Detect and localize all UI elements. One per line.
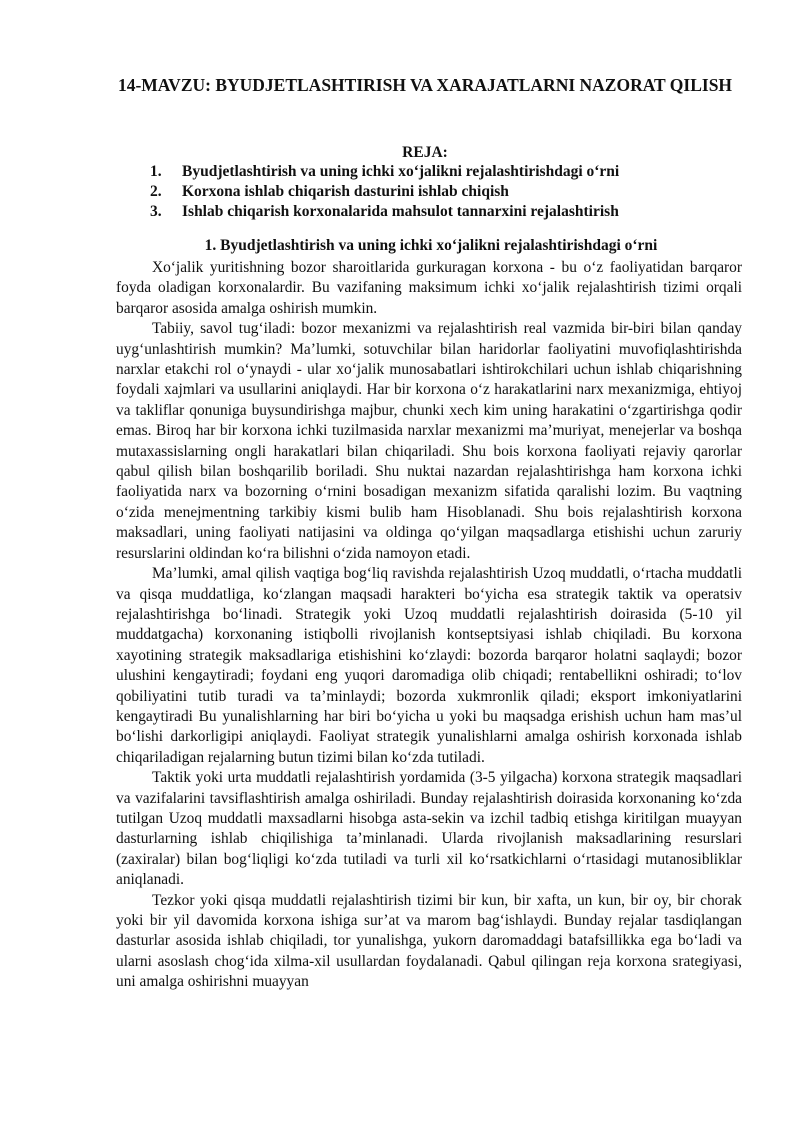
plan-item — [150, 182, 770, 202]
plan-item — [150, 162, 770, 182]
section-heading: 1. Byudjetlashtirish va uning ichki xo‘jalikni rejalashtirishdagi o‘rni — [204, 237, 658, 254]
document-title: 14-MAVZU: BYUDJETLASHTIRISH VA XARAJATLARNI NAZORAT QILISH — [117, 75, 733, 95]
plan-item — [150, 202, 770, 222]
body-text — [116, 258, 742, 993]
paragraph: Tezkor yoki qisqa muddatli rejalashtirish tizimi bir kun, bir xafta, un kun, bir oy, bir chorak yoki bir yil davomida korxona ishiga sur’at va marom bag‘ishlaydi. Bunday rejalar tasdiqlangan dasturlar asosida ishlab chiqiladi, tor yunalishga, yukorn daromaddagi batafsillikka ega bo‘ladi va ularni asoslash chog‘ida xilma-xil usullardan foydalanadi. Qabul qilingan reja korxona srategiyasi, uni amalga oshirishni muayyan — [116, 891, 742, 991]
plan-item-text: Korxona ishlab chiqarish dasturini ishlab chiqish — [182, 183, 509, 200]
plan-heading: REJA: — [402, 144, 448, 161]
paragraph: Taktik yoki urta muddatli rejalashtirish yordamida (3-5 yilgacha) korxona strategik maqsadlari va vazifalarini tavsiflashtirish amalga oshiriladi. Bunday rejalashtirish doirasida korxonaning ko‘zda tutilgan Uzoq muddatli maxsadlarni hisobga asta-sekin va izchil tadbiq etishga kiritilgan muayyan dasturlarning ishlab chiqilishiga ta’minlanadi. Ularda rivojlanish maksadlarining resurslari (zaxiralar) bilan bog‘liqligi ko‘zda tutiladi va turli xil ko‘rsatkichlarni o‘rtasidagi mutanosibliklar aniqlanadi. — [116, 769, 742, 889]
plan-list — [150, 162, 770, 222]
plan-item-number: 3. — [150, 203, 162, 220]
plan-item-text: Byudjetlashtirish va uning ichki xo‘jalikni rejalashtirishdagi o‘rni — [182, 163, 620, 180]
plan-item-number: 1. — [150, 163, 162, 180]
plan-item-text: Ishlab chiqarish korxonalarida mahsulot tannarxini rejalashtirish — [182, 203, 619, 220]
paragraph: Tabiiy, savol tug‘iladi: bozor mexanizmi va rejalashtirish real vazmida bir-biri bilan qanday uyg‘unlashtirish mumkin? Ma’lumki, sotuvchilar bilan haridorlar faoliyatini muvofiqlashtirishda narxlar etakchi rol o‘ynaydi - ular xo‘jalik munosabatlari ishtirokchilari uchun ishlab chiqarishning foydali xajmlari va usullarini aniqlaydi. Har bir korxona o‘z harakatlarini narx mexanizmiga, ehtiyoj va takliflar qonuniga buysundirishga majbur, chunki xech kim uning harakatini o‘zgartirishga qodir emas. Biroq har bir korxona ichki tuzilmasida narxlar mexanizmi ma’muriyat, menejerlar va boshqa mutaxassislarning ongli harakatlari bilan chiqariladi. Shu bois korxona faoliyati rejaviy qarorlar qabul qilish bilan boshqarilib boriladi. Shu nuktai nazardan rejalashtirishga ham korxona ichki faoliyatida narx va bozorning o‘rnini bosadigan mexanizm sifatida qaralishi lozim. Bu vaqtning o‘zida menejmentning tarkibiy kismi bulib ham Hisoblanadi. Shu bois rejalashtirish korxona maksadlari, uning faoliyati natijasini va oldinga qo‘yilgan maqsadlarga etishishi uchun zaruriy resurslarini oldindan ko‘ra bilishni o‘zida namoyon etadi. — [116, 320, 742, 562]
paragraph: Ma’lumki, amal qilish vaqtiga bog‘liq ravishda rejalashtirish Uzoq muddatli, o‘rtacha muddatli va qisqa muddatliga, ko‘zlangan maqsadi harakteri bo‘yicha esa strategik taktik va operatsiv rejalashtirishga bo‘linadi. Strategik yoki Uzoq muddatli rejalashtirish doirasida (5-10 yil muddatgacha) korxonaning istiqbolli rivojlanish kontseptsiyasi ishlab chiqiladi. Bu korxona xayotining strategik maksadlariga etishishini ko‘zlaydi: bozorda barqaror holatni saqlaydi; bozor ulushini kengaytiradi; foydani eng yuqori daromadiga olib chiqadi; rentabellikni oshiradi; to‘lov qobiliyatini tutib turadi va ta’minlaydi; bozorda xukmronlik qiladi; eksport imkoniyatlarini kengaytiradi Bu yunalishlarning har biri bo‘yicha u yoki bu maqsadga erishish uchun ham mas’ul bo‘lishi darkorligipi aniqlaydi. Faoliyat strategik yunalishlarni amalga oshirish korxonada ishlab chiqariladigan rejalarning butun tizimi bilan ko‘zda tutiladi. — [116, 565, 742, 766]
paragraph: Xo‘jalik yuritishning bozor sharoitlarida gurkuragan korxona - bu o‘z faoliyatidan barqaror foyda oladigan korxonalardir. Bu vazifaning maksimum ichki xo‘jalik rejalashtirish tizimi orqali barqaror asosida amalga oshirish mumkin. — [116, 259, 742, 317]
plan-item-number: 2. — [150, 183, 162, 200]
